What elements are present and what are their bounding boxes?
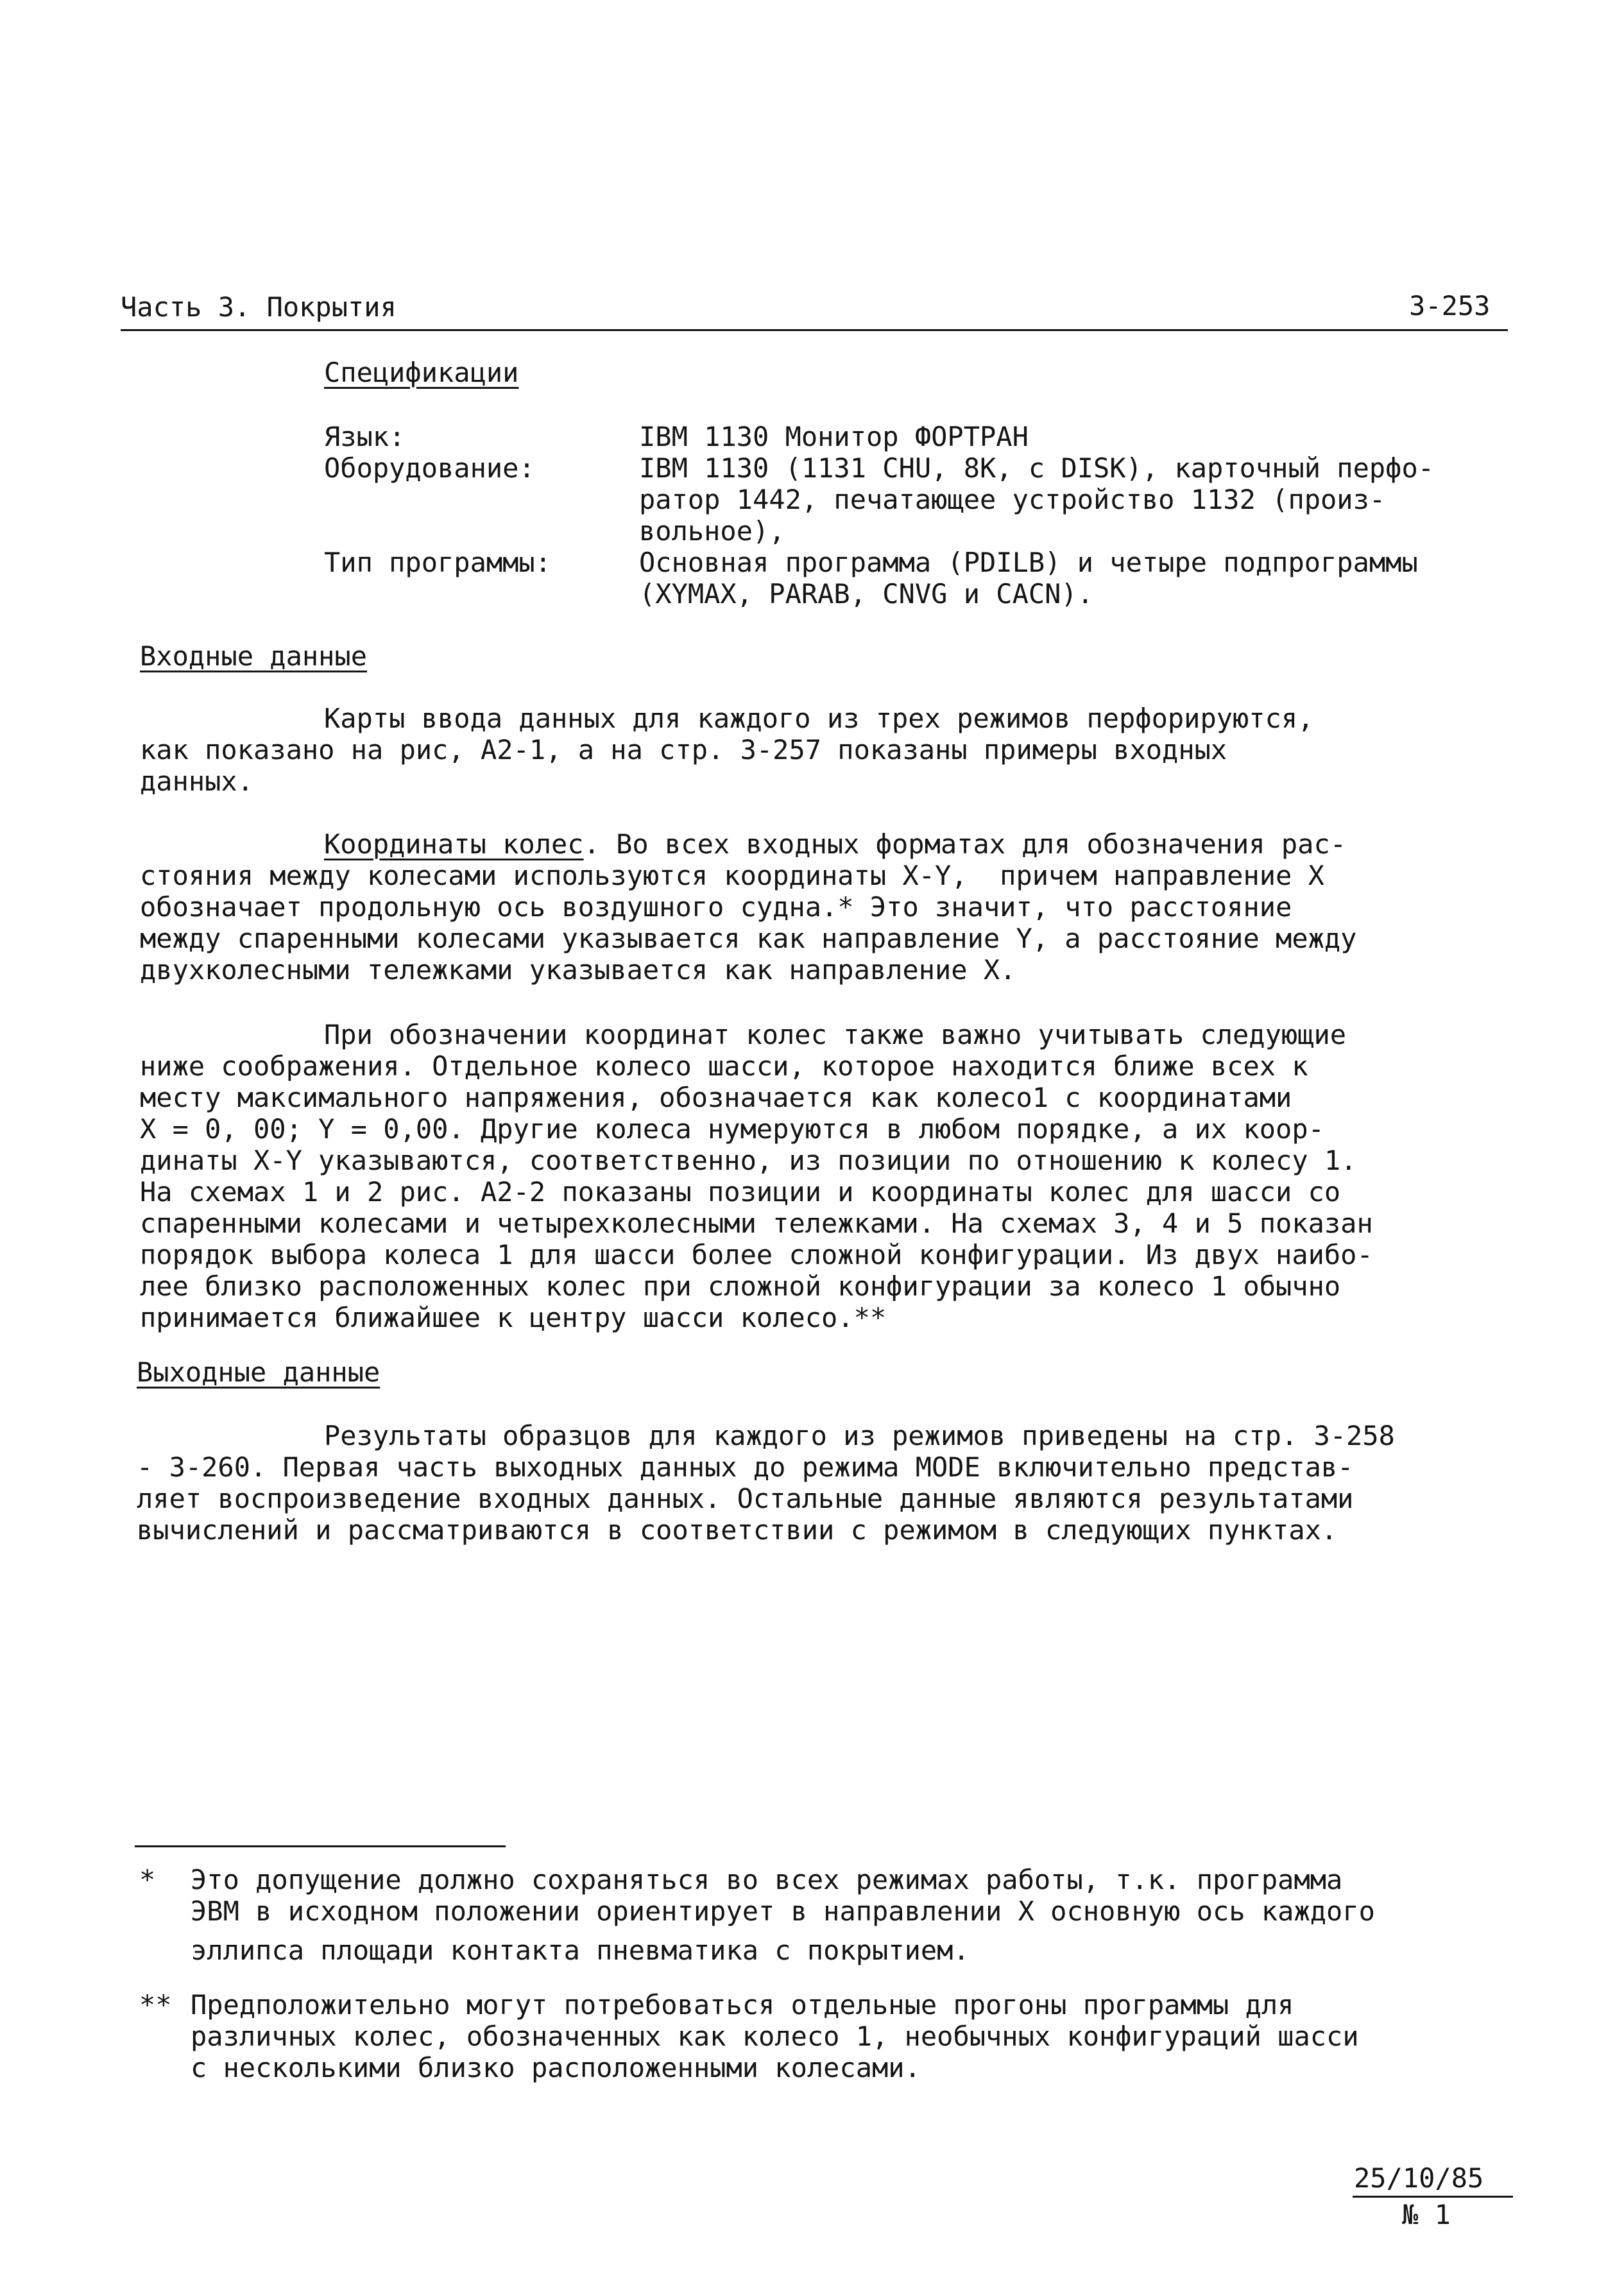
footnote-1-mark: *	[139, 1864, 156, 1895]
footer-number: № 1	[1402, 2199, 1451, 2230]
text-line: спаренными колесами и четырехколесными тележками. На схемах 3, 4 и 5 показан	[140, 1208, 1373, 1239]
equipment-value	[639, 452, 1434, 547]
header-rule	[121, 329, 1508, 331]
footnote-1	[191, 1864, 1375, 1966]
text-line: - 3-260. Первая часть выходных данных до режима MODE включительно представ-	[137, 1451, 1354, 1483]
language-label: Язык:	[324, 421, 406, 452]
text-line: На схемах 1 и 2 рис. А2-2 показаны позиции и координаты колес для шасси со	[140, 1176, 1341, 1208]
text-line: X = 0, 00; Y = 0,00. Другие колеса нумеруются в любом порядке, а их коор-	[140, 1113, 1324, 1145]
text-line: принимается ближайшее к центру шасси колесо.**	[140, 1302, 887, 1333]
text-line: лее близко расположенных колес при сложной конфигурации за колесо 1 обычно	[140, 1270, 1341, 1302]
output-paragraph-1	[137, 1420, 1395, 1546]
text-line	[140, 828, 1356, 860]
text-line: вычислений и рассматриваются в соответствии с режимом в следующих пунктах.	[137, 1514, 1338, 1546]
footer-date: 25/10/85	[1354, 2162, 1484, 2194]
text-line: между спаренными колесами указывается как направление Y, а расстояние между	[140, 923, 1357, 954]
input-heading: Входные данные	[140, 640, 368, 672]
specs-heading: Спецификации	[324, 357, 519, 388]
text-line: Результаты образцов для каждого из режимов приведены на стр. 3-258	[324, 1420, 1395, 1451]
footnote-2	[191, 1989, 1359, 2083]
footnote-separator	[135, 1845, 506, 1847]
text-line: обозначает продольную ось воздушного судна.* Это значит, что расстояние	[140, 891, 1292, 923]
text-line: IBM 1130 (1131 CHU, 8K, c DISK), карточный перфо-	[639, 452, 1435, 484]
text-line: Предположительно могут потребоваться отдельные прогоны программы для	[191, 1989, 1294, 2021]
text-line: ляет воспроизведение входных данных. Остальные данные являются результатами	[137, 1483, 1354, 1514]
text-line: как показано на рис, А2-1, а на стр. 3-257 показаны примеры входных	[140, 734, 1227, 765]
footnote-2-mark: **	[139, 1989, 172, 2021]
program-type-label: Тип программы:	[324, 547, 552, 578]
text-line: Основная программа (PDILB) и четыре подпрограммы	[639, 547, 1418, 578]
text-line: При обозначении координат колес также важно учитывать следующие	[324, 1019, 1347, 1050]
language-value: IBM 1130 Монитор ФОРТРАН	[639, 421, 1029, 452]
text-fragment: . Во всех входных форматах для обозначения рас-	[583, 828, 1347, 860]
text-line: Это допущение должно сохраняться во всех режимах работы, т.к. программа	[191, 1864, 1343, 1895]
text-line: месту максимального напряжения, обозначается как колесо1 с координатами	[140, 1082, 1292, 1113]
text-line: ниже соображения. Отдельное колесо шасси, которое находится ближе всех к	[140, 1050, 1308, 1082]
text-line: Карты ввода данных для каждого из трех режимов перфорируются,	[324, 703, 1314, 734]
text-line: (XYMAX, PARAB, CNVG и CACN).	[639, 578, 1094, 610]
page-number: 3-253	[1409, 290, 1491, 321]
text-line: стояния между колесами используются координаты X-Y, причем направление X	[140, 860, 1324, 891]
input-paragraph-2	[140, 828, 1356, 986]
text-line: эллипса площади контакта пневматика с покрытием.	[191, 1935, 970, 1966]
text-line: вольное),	[639, 515, 785, 547]
footer-rule	[1353, 2196, 1513, 2198]
text-line: с несколькими близко расположенными колесами.	[191, 2052, 921, 2083]
text-line: ратор 1442, печатающее устройство 1132 (произ-	[639, 484, 1386, 515]
text-line: динаты X-Y указываются, соответственно, из позиции по отношению к колесу 1.	[140, 1145, 1357, 1176]
output-heading: Выходные данные	[137, 1356, 380, 1388]
equipment-label: Оборудование:	[324, 452, 535, 484]
text-line: порядок выбора колеса 1 для шасси более сложной конфигурации. Из двух наибо-	[140, 1239, 1373, 1270]
wheel-coordinates-title: Координаты колес	[324, 828, 584, 860]
text-line: ЭВМ в исходном положении ориентирует в направлении X основную ось каждого	[191, 1895, 1375, 1927]
input-paragraph-3	[140, 1019, 1373, 1333]
text-line: данных.	[140, 765, 254, 797]
program-type-value	[639, 547, 1418, 610]
section-title: Часть 3. Покрытия	[121, 291, 397, 323]
text-line: различных колес, обозначенных как колесо 1, необычных конфигураций шасси	[191, 2021, 1359, 2052]
input-paragraph-1	[140, 703, 1313, 797]
text-line: двухколесными тележками указывается как направление X.	[140, 954, 1016, 986]
